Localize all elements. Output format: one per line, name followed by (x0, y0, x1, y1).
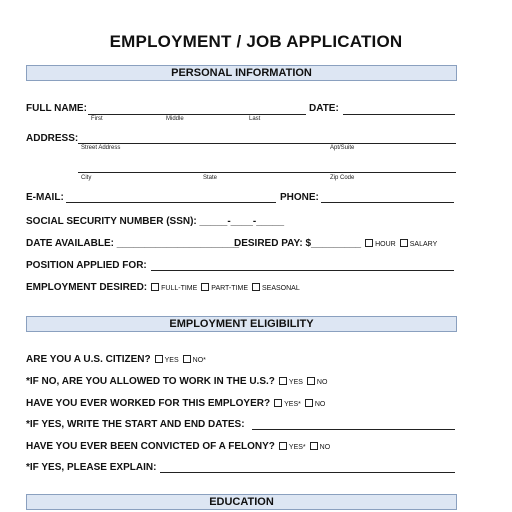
part-time-checkbox[interactable] (201, 283, 209, 291)
city-state-zip-field[interactable] (78, 172, 456, 173)
start-end-dates-field[interactable] (252, 429, 455, 430)
citizen-yes-checkbox[interactable] (155, 355, 163, 363)
salary-checkbox[interactable] (400, 239, 408, 247)
work-authorization-yes-label: YES (288, 379, 303, 386)
seasonal-checkbox[interactable] (252, 283, 260, 291)
worked-before-no-checkbox[interactable] (305, 399, 313, 407)
work-authorization-row (26, 376, 327, 387)
position-applied-label: POSITION APPLIED FOR: (26, 260, 147, 271)
desired-pay-row (234, 238, 437, 249)
date-field[interactable] (343, 114, 455, 115)
start-end-dates-label: *IF YES, WRITE THE START AND END DATES: (26, 419, 245, 430)
last-name-caption: Last (249, 116, 261, 122)
employment-desired-label: EMPLOYMENT DESIRED: (26, 282, 148, 293)
worked-before-label: HAVE YOU EVER WORKED FOR THIS EMPLOYER? (26, 398, 271, 409)
worked-before-row (26, 398, 325, 409)
worked-before-yes-label: YES* (284, 401, 301, 408)
state-caption: State (203, 175, 218, 181)
citizen-no-label: NO* (192, 357, 206, 364)
address-label: ADDRESS: (26, 133, 79, 144)
phone-field[interactable] (321, 202, 454, 203)
felony-no-checkbox[interactable] (310, 442, 318, 450)
worked-before-no-label: NO (314, 401, 326, 408)
felony-yes-label: YES* (288, 444, 306, 451)
apt-suite-caption: Apt/Suite (330, 145, 355, 151)
first-name-caption: First (91, 116, 103, 122)
citizen-no-checkbox[interactable] (183, 355, 191, 363)
date-available-row (26, 238, 239, 249)
position-applied-field[interactable] (151, 270, 454, 271)
hour-option-label: HOUR (375, 241, 396, 248)
seasonal-option-label: SEASONAL (262, 285, 300, 292)
date-label: DATE: (309, 103, 339, 114)
phone-label: PHONE: (280, 192, 319, 203)
full-time-checkbox[interactable] (151, 283, 159, 291)
street-address-caption: Street Address (81, 145, 121, 151)
work-authorization-no-checkbox[interactable] (307, 377, 315, 385)
hour-checkbox[interactable] (365, 239, 373, 247)
form-title: EMPLOYMENT / JOB APPLICATION (109, 32, 403, 51)
felony-question-label: HAVE YOU EVER BEEN CONVICTED OF A FELONY? (26, 441, 275, 452)
zip-code-caption: Zip Code (330, 175, 355, 181)
desired-pay-label[interactable]: DESIRED PAY: $_________ (234, 238, 362, 249)
part-time-option-label: PART-TIME (211, 285, 248, 292)
ssn-label[interactable]: SOCIAL SECURITY NUMBER (SSN): _____-____-_____ (26, 216, 285, 227)
work-authorization-yes-checkbox[interactable] (279, 377, 287, 385)
section-header-employment-eligibility: EMPLOYMENT ELIGIBILITY (26, 316, 457, 332)
citizen-question-row (26, 354, 206, 365)
email-field[interactable] (66, 202, 276, 203)
work-authorization-no-label: NO (316, 379, 328, 386)
salary-option-label: SALARY (409, 241, 438, 248)
felony-yes-checkbox[interactable] (279, 442, 287, 450)
email-label: E-MAIL: (26, 192, 64, 203)
middle-name-caption: Middle (166, 116, 184, 122)
street-address-field[interactable] (78, 143, 456, 144)
employment-desired-row (26, 282, 300, 293)
full-name-field[interactable] (88, 114, 306, 115)
citizen-question-label: ARE YOU A U.S. CITIZEN? (26, 354, 151, 365)
felony-explain-field[interactable] (160, 472, 455, 473)
date-available-label[interactable]: DATE AVAILABLE: ______________________ (26, 238, 240, 249)
citizen-yes-label: YES (164, 357, 179, 364)
section-header-personal-information: PERSONAL INFORMATION (26, 65, 457, 81)
city-caption: City (81, 175, 92, 181)
felony-question-row (26, 441, 330, 452)
section-header-education: EDUCATION (26, 494, 457, 510)
felony-explain-label: *IF YES, PLEASE EXPLAIN: (26, 462, 157, 473)
work-authorization-label: *IF NO, ARE YOU ALLOWED TO WORK IN THE U.S.? (26, 376, 275, 387)
felony-no-label: NO (319, 444, 331, 451)
worked-before-yes-checkbox[interactable] (274, 399, 282, 407)
full-time-option-label: FULL-TIME (161, 285, 198, 292)
full-name-label: FULL NAME: (26, 103, 87, 114)
